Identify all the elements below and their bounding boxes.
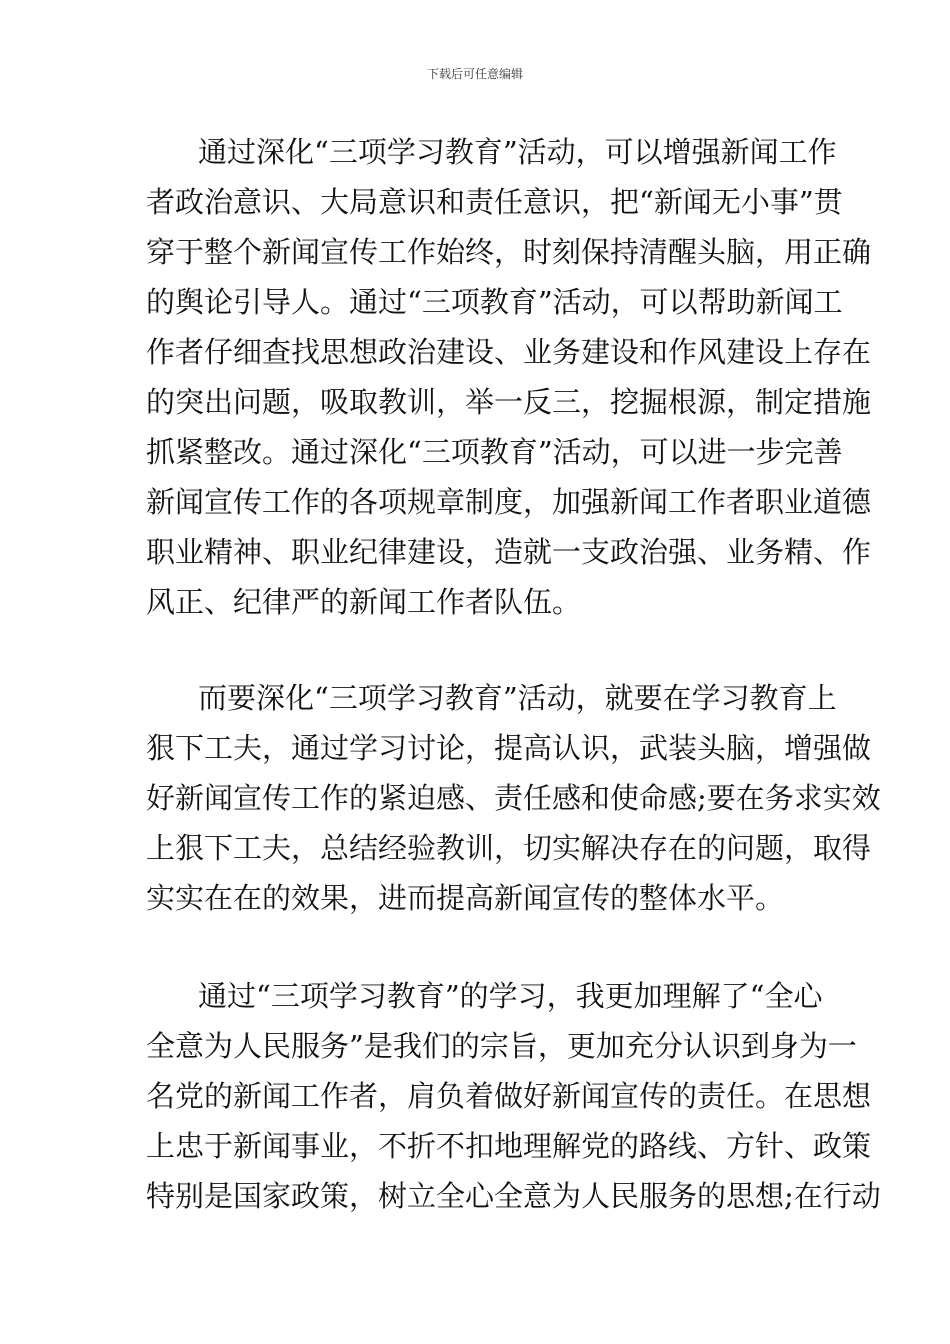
paragraph-line: 好新闻宣传工作的紧迫感、责任感和使命感;要在务求实效 xyxy=(146,781,881,815)
paragraph-line: 抓紧整改。通过深化“三项教育”活动，可以进一步完善 xyxy=(146,435,843,469)
paragraph-line: 特别是国家政策，树立全心全意为人民服务的思想;在行动 xyxy=(146,1179,881,1213)
paragraph-line: 通过深化“三项学习教育”活动，可以增强新闻工作 xyxy=(198,135,837,169)
paragraph-line: 职业精神、职业纪律建设，造就一支政治强、业务精、作 xyxy=(146,535,872,569)
paragraph-line: 作者仔细查找思想政治建设、业务建设和作风建设上存在 xyxy=(146,335,872,369)
paragraph-2 xyxy=(146,673,881,923)
paragraph-line: 全意为人民服务”是我们的宗旨，更加充分认识到身为一 xyxy=(146,1029,857,1063)
paragraph-line: 风正、纪律严的新闻工作者队伍。 xyxy=(146,585,582,619)
paragraph-1 xyxy=(146,127,872,627)
header-note: 下载后可任意编辑 xyxy=(426,67,523,81)
paragraph-line: 者政治意识、大局意识和责任意识，把“新闻无小事”贯 xyxy=(146,185,843,219)
paragraph-3 xyxy=(146,971,881,1221)
paragraph-line: 上忠于新闻事业，不折不扣地理解党的路线、方针、政策 xyxy=(146,1129,872,1163)
paragraph-line: 狠下工夫，通过学习讨论，提高认识，武装头脑，增强做 xyxy=(146,731,872,765)
paragraph-line: 上狠下工夫，总结经验教训，切实解决存在的问题，取得 xyxy=(146,831,872,865)
paragraph-line: 而要深化“三项学习教育”活动，就要在学习教育上 xyxy=(198,681,837,715)
paragraph-line: 穿于整个新闻宣传工作始终，时刻保持清醒头脑，用正确 xyxy=(146,235,872,269)
paragraph-line: 新闻宣传工作的各项规章制度，加强新闻工作者职业道德 xyxy=(146,485,872,519)
paragraph-line: 名党的新闻工作者，肩负着做好新闻宣传的责任。在思想 xyxy=(146,1079,872,1113)
paragraph-line: 的舆论引导人。通过“三项教育”活动，可以帮助新闻工 xyxy=(146,285,843,319)
paragraph-line: 的突出问题，吸取教训，举一反三，挖掘根源，制定措施 xyxy=(146,385,872,419)
paragraph-line: 通过“三项学习教育”的学习，我更加理解了“全心 xyxy=(198,979,823,1013)
paragraph-line: 实实在在的效果，进而提高新闻宣传的整体水平。 xyxy=(146,881,785,915)
